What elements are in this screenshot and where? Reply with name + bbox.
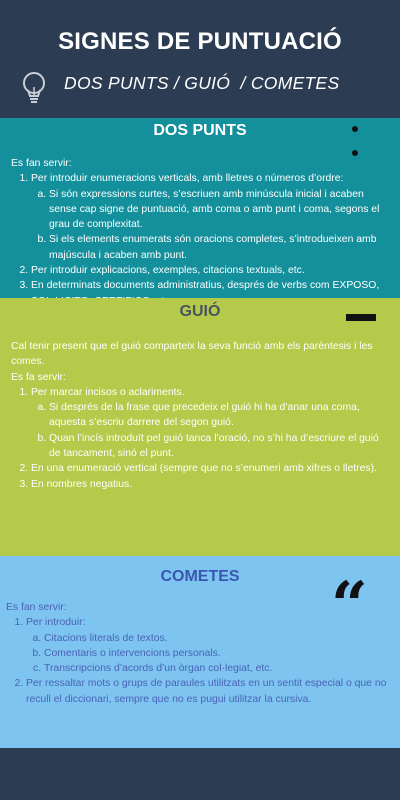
section-intro: Es fan servir: <box>11 158 72 169</box>
sublist-item: b. Quan l’incís introduït pel guió tanca l’oració, no s’hi ha d’escriure el guió de tancament, sinó el punt. <box>49 431 393 462</box>
sublist <box>31 187 391 263</box>
dash-icon <box>346 314 376 321</box>
section-title: GUIÓ <box>179 303 221 320</box>
footer-band <box>0 748 400 800</box>
list-item-text: Per marcar incisos o aclariments. <box>31 386 185 398</box>
section-body <box>11 339 393 492</box>
list <box>11 171 391 309</box>
list-item: 2. En una enumeració vertical (sempre que no s’enumeri amb xifres o lletres). <box>31 461 393 476</box>
page-title: SIGNES DE PUNTUACIÓ <box>58 28 342 55</box>
list <box>11 385 393 492</box>
list-item: 2. Per introduir explicacions, exemples, citacions textuals, etc. <box>31 263 391 278</box>
section-title: DOS PUNTS <box>153 122 247 139</box>
sublist-item: a. Citacions literals de textos. <box>44 631 394 646</box>
section-cometes <box>0 556 400 748</box>
lightbulb-icon <box>20 70 52 106</box>
section-intro: Es fan servir: <box>6 602 67 613</box>
list <box>6 615 394 707</box>
sublist <box>26 631 394 677</box>
sublist-item: b. Si els elements enumerats són oracions completes, s’introdueixen amb majúscula i acaben amb punt. <box>49 232 391 263</box>
section-body <box>11 156 391 309</box>
list-item: 2. Per ressaltar mots o grups de paraules utilitzats en un sentit especial o que no recull el diccionari, sempre que no es pugui utilitzar la cursiva. <box>26 676 394 707</box>
sublist-item: b. Comentaris o intervencions personals. <box>44 646 394 661</box>
list-item <box>26 615 394 676</box>
section-guio <box>0 298 400 556</box>
section-dos-punts <box>0 118 400 298</box>
section-intro-2: Es fa servir: <box>11 371 66 383</box>
list-item <box>31 171 391 263</box>
list-item-text: Per introduir enumeracions verticals, amb lletres o números d’ordre: <box>31 173 344 185</box>
list-item-text: Per introduir: <box>26 617 86 629</box>
section-intro: Cal tenir present que el guió comparteix la seva funció amb els parèntesis i les comes. <box>11 341 373 368</box>
list-item: 3. En nombres negatius. <box>31 477 393 492</box>
sublist-item: a. Si són expressions curtes, s’escriuen amb minúscula inicial i acaben sense cap signe de puntuació, amb coma o amb punt i coma, segons el grau de complexitat. <box>49 187 391 233</box>
colon-icon <box>352 126 358 156</box>
sublist <box>31 400 393 461</box>
page-subtitle: DOS PUNTS / GUIÓ / COMETES <box>64 73 340 93</box>
quotation-mark-icon: “ <box>331 568 368 643</box>
list-item <box>31 385 393 461</box>
list-item: 3. En determinats documents administratius, després de verbs com EXPOSO, <box>31 278 391 309</box>
header <box>0 0 400 118</box>
section-body <box>6 600 394 707</box>
sublist-item: a. Si després de la frase que precedeix el guió hi ha d’anar una coma, aquesta s’escriu darrere del segon guió. <box>49 400 393 431</box>
section-title: COMETES <box>160 568 240 585</box>
sublist-item: c. Transcripcions d’acords d’un òrgan col·legiat, etc. <box>44 661 394 676</box>
